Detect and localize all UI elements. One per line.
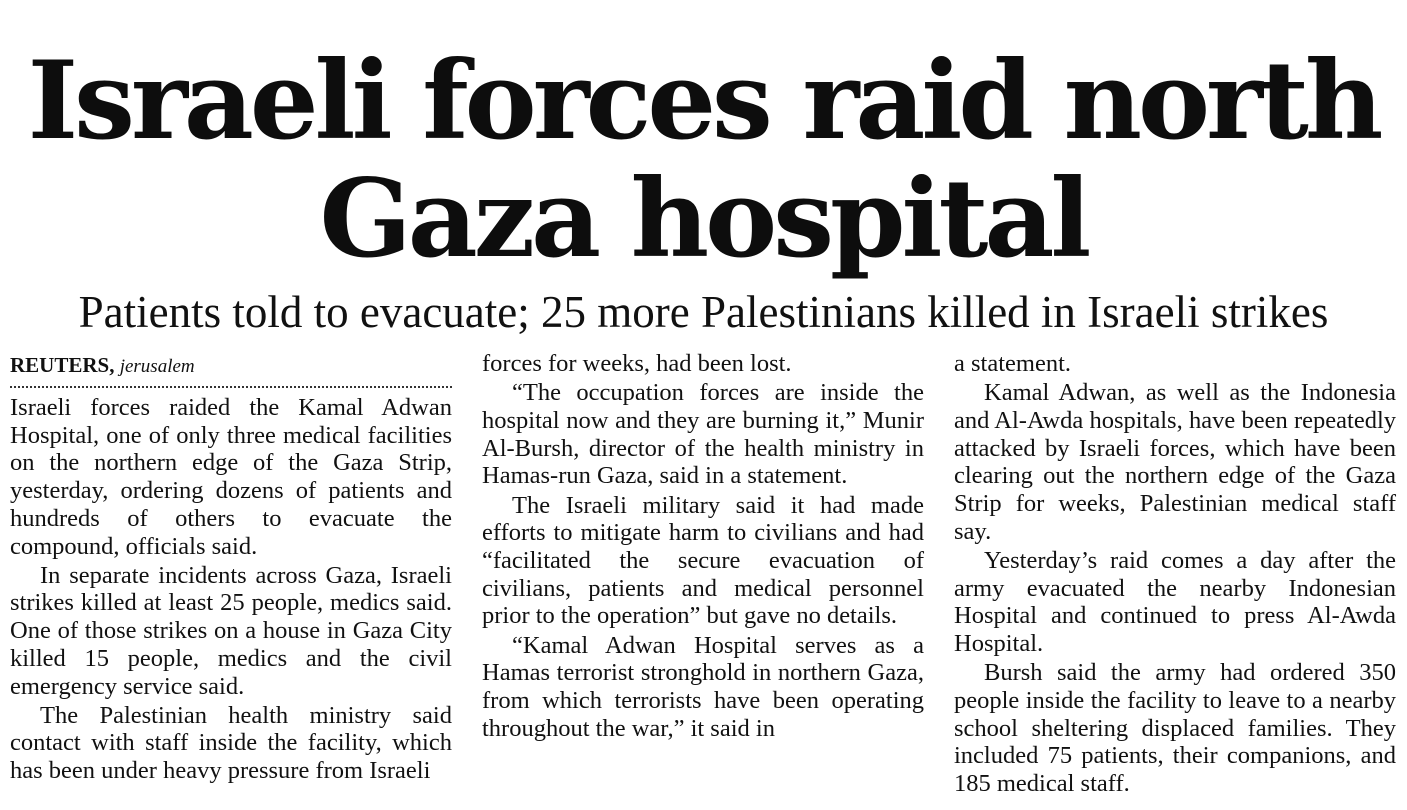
body-paragraph: a statement.	[954, 350, 1072, 377]
byline	[10, 350, 452, 388]
body-paragraph: In separate incidents across Gaza, Israeli strikes killed at least 25 people, medics said. One of those strikes on a house in Gaza City killed 15 people, medics and the civil emergency service said.	[10, 561, 452, 700]
body-paragraph: Bursh said the army had ordered 350 people inside the facility to leave to a nearby school sheltering displaced families. They included 75 patients, their companions, and 185 medical staff.	[954, 659, 1396, 798]
body-paragraph: Israeli forces raided the Kamal Adwan Hospital, one of only three medical facilities on the northern edge of the Gaza Strip, yesterday, ordering dozens of patients and hundreds of others to evacuate the compound, officials said.	[10, 394, 452, 560]
article-column-2	[482, 350, 924, 744]
body-paragraph: Yesterday’s raid comes a day after the army evacuated the nearby Indonesian Hospital and continued to press Al-Awda Hospital.	[954, 546, 1396, 658]
body-paragraph: Kamal Adwan, as well as the Indonesia and Al-Awda hospitals, have been repeatedly attacked by Israeli forces, which have been clearing out the northern edge of the Gaza Strip for weeks, Palestinian medical staff say.	[954, 379, 1396, 545]
byline-agency: REUTERS,	[10, 353, 115, 377]
article-column-3	[954, 350, 1396, 799]
body-paragraph: forces for weeks, had been lost.	[482, 350, 792, 377]
body-paragraph: The Israeli military said it had made efforts to mitigate harm to civilians and had “facilitated the secure evacuation of civilians, patients and medical personnel prior to the operation” but gave no details.	[482, 491, 924, 630]
subheadline: Patients told to evacuate; 25 more Palestinians killed in Israeli strikes	[78, 287, 1329, 337]
body-paragraph: The Palestinian health ministry said contact with staff inside the facility, which has been under heavy pressure from Israeli	[10, 701, 452, 785]
byline-dateline: jerusalem	[119, 356, 195, 377]
headline-line-2: Gaza hospital	[319, 156, 1088, 282]
headline-line-1: Israeli forces raid north	[27, 38, 1380, 164]
headline	[0, 38, 1407, 282]
body-paragraph: “Kamal Adwan Hospital serves as a Hamas terrorist stronghold in northern Gaza, from which terrorists have been operating throughout the war,” it said in	[482, 631, 924, 742]
body-paragraph: “The occupation forces are inside the hospital now and they are burning it,” Munir Al-Bursh, director of the health ministry in Hamas-run Gaza, said in a statement.	[482, 379, 924, 490]
article-column-1	[10, 350, 452, 786]
